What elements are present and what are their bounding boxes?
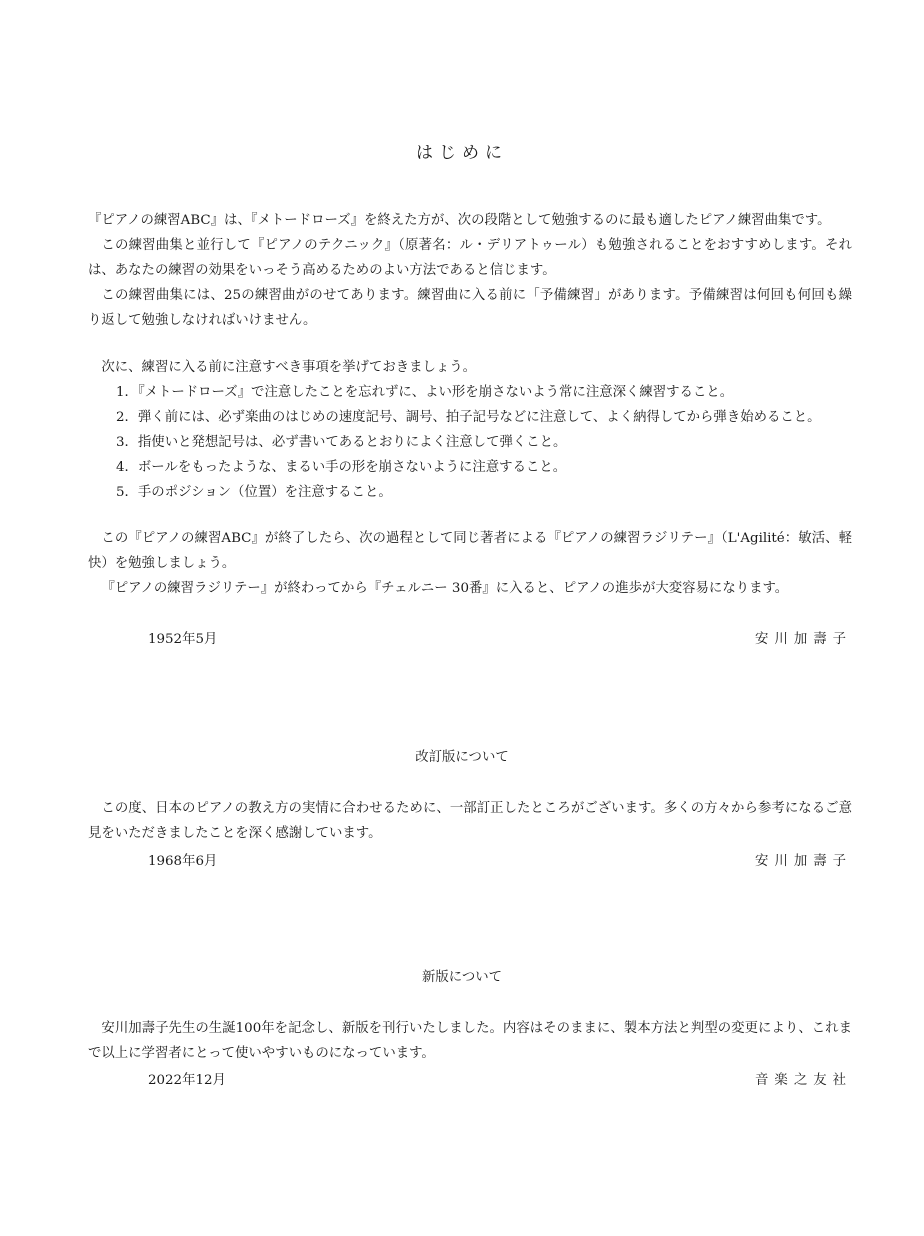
new-edition-date: 2022年12月 <box>148 1073 226 1088</box>
intro-paragraph-2: この練習曲集と並行して『ピアノのテクニック』（原著名：ル・デリアトゥール）も勉強されることをおすすめします。それは、あなたの練習の効果をいっそう高めるためのよい方法であると信じます。 <box>88 238 852 278</box>
notes-item-5: 5．手のポジション（位置）を注意すること。 <box>116 485 392 500</box>
closing-paragraph-1: この『ピアノの練習ABC』が終了したら、次の過程として同じ著者による『ピアノの練習ラジリテー』（L'Agilité：敏活、軽快）を勉強しましょう。 <box>88 531 852 571</box>
new-edition-publisher: 音楽之友社 <box>755 1073 852 1088</box>
notes-item-1: 1．『メトードローズ』で注意したことを忘れずに、よい形を崩さないよう常に注意深く練習すること。 <box>116 385 734 400</box>
revised-date: 1968年6月 <box>148 854 218 869</box>
revised-author: 安川加壽子 <box>755 854 852 869</box>
intro-paragraph-3: この練習曲集には、25の練習曲がのせてあります。練習曲に入る前に「予備練習」があります。予備練習は何回も何回も繰り返して勉強しなければいけません。 <box>88 288 852 328</box>
closing-paragraph-2: 『ピアノの練習ラジリテー』が終わってから『チェルニー 30番』に入ると、ピアノの進歩が大変容易になります。 <box>101 581 789 596</box>
page-title: はじめに <box>416 143 508 163</box>
new-edition-title: 新版について <box>421 970 503 985</box>
notes-item-3: 3．指使いと発想記号は、必ず書いてあるとおりによく注意して弾くこと。 <box>116 435 567 450</box>
new-edition-paragraph: 安川加壽子先生の生誕100年を記念し、新版を刊行いたしました。内容はそのままに、製本方法と判型の変更により、これまで以上に学習者にとって使いやすいものになっています。 <box>88 1021 852 1061</box>
closing-author: 安川加壽子 <box>755 632 852 647</box>
revised-paragraph: この度、日本のピアノの教え方の実情に合わせるために、一部訂正したところがございます。多くの方々から参考になるご意見をいただきましたことを深く感謝しています。 <box>88 801 852 841</box>
closing-date: 1952年5月 <box>148 632 218 647</box>
notes-lead: 次に、練習に入る前に注意すべき事項を挙げておきましょう。 <box>101 360 477 375</box>
intro-paragraph-1: 『ピアノの練習ABC』は、『メトードローズ』を終えた方が、次の段階として勉強するのに最も適したピアノ練習曲集です。 <box>88 213 831 228</box>
notes-item-2: 2．弾く前には、必ず楽曲のはじめの速度記号、調号、拍子記号などに注意して、よく納得してから弾き始めること。 <box>116 410 821 425</box>
notes-item-4: 4．ボールをもったような、まるい手の形を崩さないように注意すること。 <box>116 460 567 475</box>
revised-title: 改訂版について <box>415 750 509 765</box>
